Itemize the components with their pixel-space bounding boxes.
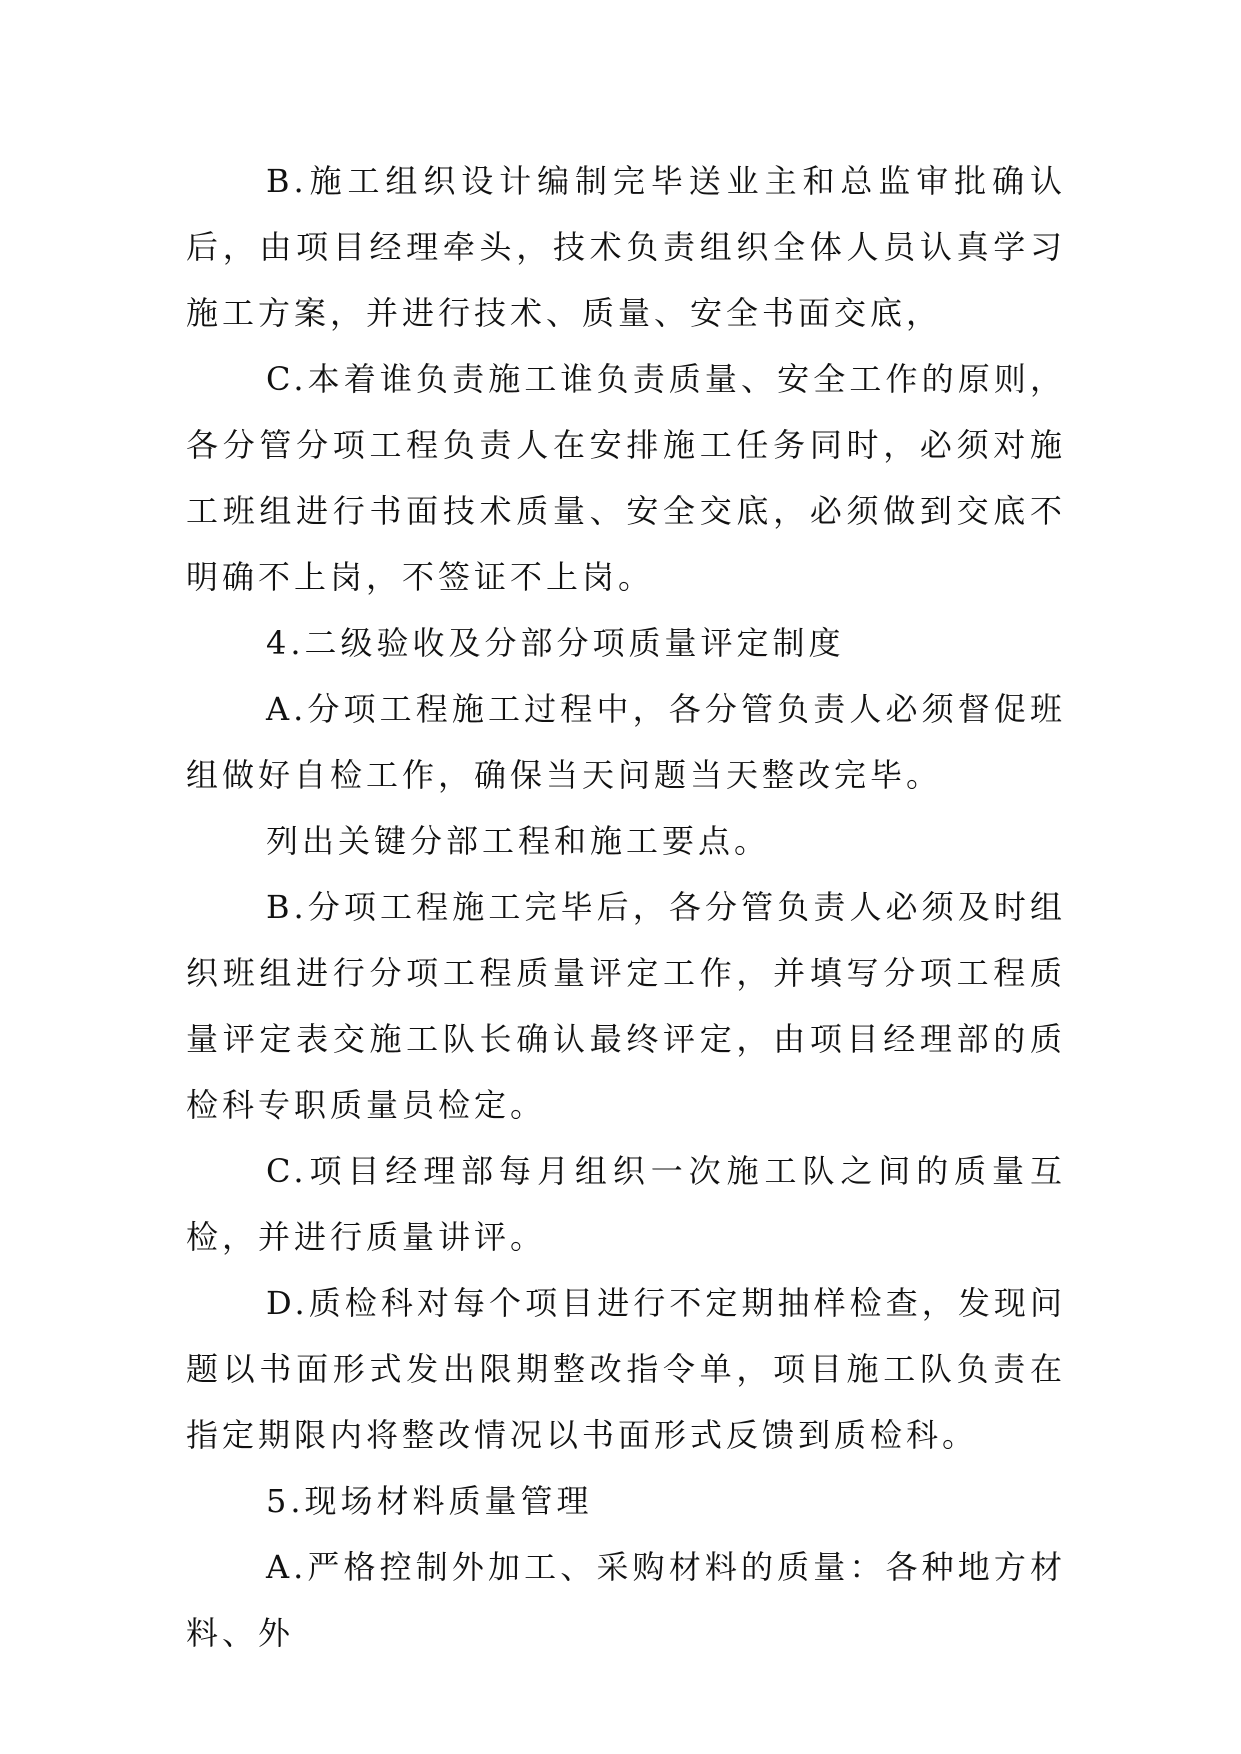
document-body [186,148,1066,1666]
paragraph-a-material-control: A.严格控制外加工、采购材料的质量：各种地方材料、外 [186,1548,1066,1652]
paragraph-b-construction-plan: B.施工组织设计编制完毕送业主和总监审批确认后，由项目经理牵头，技术负责组织全体人员认真学习施工方案，并进行技术、质量、安全书面交底， [186,162,1066,332]
paragraph-d-random-inspection: D.质检科对每个项目进行不定期抽样检查，发现问题以书面形式发出限期整改指令单，项目施工队负责在指定期限内将整改情况以书面形式反馈到质检科。 [186,1284,1066,1454]
paragraph-c-responsibility-principle: C.本着谁负责施工谁负责质量、安全工作的原则，各分管分项工程负责人在安排施工任务同时，必须对施工班组进行书面技术质量、安全交底，必须做到交底不明确不上岗，不签证不上岗。 [186,360,1066,596]
paragraph-key-points: 列出关键分部工程和施工要点。 [266,822,771,860]
section-heading-5: 5.现场材料质量管理 [266,1482,593,1520]
paragraph-b-quality-evaluation: B.分项工程施工完毕后，各分管负责人必须及时组织班组进行分项工程质量评定工作，并填写分项工程质量评定表交施工队长确认最终评定，由项目经理部的质检科专职质量员检定。 [186,888,1066,1124]
paragraph-c-mutual-inspection: C.项目经理部每月组织一次施工队之间的质量互检，并进行质量讲评。 [186,1152,1066,1256]
section-heading-4: 4.二级验收及分部分项质量评定制度 [266,624,845,662]
paragraph-a-self-inspection: A.分项工程施工过程中，各分管负责人必须督促班组做好自检工作，确保当天问题当天整改完毕。 [186,690,1066,794]
